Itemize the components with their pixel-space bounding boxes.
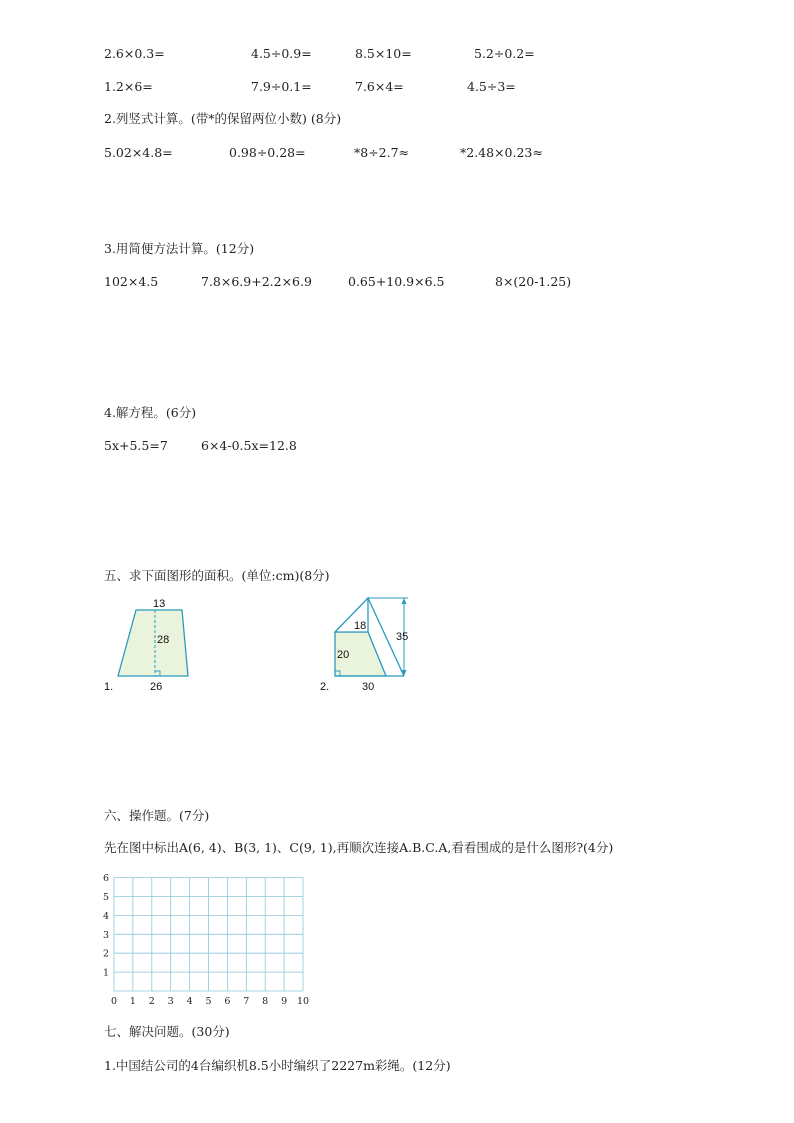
x-tick-label: 8: [262, 996, 269, 1007]
fig1-number: 1.: [104, 681, 114, 693]
q2-item-2: 0.98÷0.28=: [229, 145, 306, 160]
q4-item-2: 6×4-0.5x=12.8: [201, 438, 297, 453]
oral-r2-3: 7.6×4=: [355, 79, 404, 94]
oral-r1-3: 8.5×10=: [355, 46, 412, 61]
trapezoid-figure: [100, 594, 200, 696]
q2-item-1: 5.02×4.8=: [104, 145, 173, 160]
q3-title: 3.用简便方法计算。(12分): [104, 241, 255, 256]
fig2-number: 2.: [320, 681, 330, 693]
fig2-inner-top-label: 18: [354, 620, 367, 632]
s6-title: 六、操作题。(7分): [104, 808, 210, 823]
oral-r1-1: 2.6×0.3=: [104, 46, 165, 61]
x-tick-label: 3: [167, 996, 174, 1007]
composite-figure: [316, 592, 416, 696]
x-tick-label: 9: [281, 996, 288, 1007]
oral-r2-4: 4.5÷3=: [467, 79, 516, 94]
s7-title: 七、解决问题。(30分): [104, 1024, 230, 1039]
q2-item-4: *2.48×0.23≈: [460, 145, 543, 160]
x-tick-label: 10: [296, 996, 310, 1007]
q3-item-4: 8×(20-1.25): [495, 274, 572, 289]
q2-item-3: *8÷2.7≈: [354, 145, 410, 160]
s7-question-1: 1.中国结公司的4台编织机8.5小时编织了2227m彩绳。(12分): [104, 1058, 451, 1073]
y-tick-label: 3: [102, 929, 109, 941]
oral-r2-1: 1.2×6=: [104, 79, 153, 94]
q4-title: 4.解方程。(6分): [104, 405, 197, 420]
coordinate-grid[interactable]: [98, 872, 318, 1008]
arrow-up-icon: [402, 598, 407, 604]
x-tick-label: 5: [205, 996, 212, 1007]
fig1-top-label: 13: [153, 598, 166, 610]
q3-item-2: 7.8×6.9+2.2×6.9: [201, 274, 312, 289]
trapezoid-shape: [118, 610, 188, 676]
oral-r1-2: 4.5÷0.9=: [251, 46, 312, 61]
fig2-right-label: 35: [396, 631, 409, 643]
y-tick-label: 2: [102, 948, 109, 960]
x-tick-label: 7: [243, 996, 250, 1007]
fig1-height-label: 28: [157, 634, 170, 646]
s5-title: 五、求下面图形的面积。(单位:cm)(8分): [104, 568, 330, 583]
x-tick-label: 2: [148, 996, 155, 1007]
q2-title: 2.列竖式计算。(带*的保留两位小数) (8分): [104, 111, 342, 126]
x-tick-label: 1: [129, 996, 136, 1007]
q4-item-1: 5x+5.5=7: [104, 438, 168, 453]
s6-question: 先在图中标出A(6, 4)、B(3, 1)、C(9, 1),再顺次连接A.B.C.A,看看围成的是什么图形?(4分): [104, 840, 614, 855]
oral-r1-4: 5.2÷0.2=: [474, 46, 535, 61]
y-tick-label: 5: [102, 892, 109, 903]
y-tick-label: 1: [102, 967, 109, 979]
x-tick-label: 0: [110, 996, 118, 1007]
q3-item-1: 102×4.5: [104, 274, 159, 289]
fig2-bottom-label: 30: [362, 681, 375, 693]
q3-item-3: 0.65+10.9×6.5: [348, 274, 445, 289]
oral-r2-2: 7.9÷0.1=: [251, 79, 312, 94]
fig2-left-label: 20: [337, 649, 350, 661]
x-tick-label: 6: [224, 996, 231, 1007]
y-tick-label: 6: [102, 873, 109, 885]
x-tick-label: 4: [186, 996, 193, 1007]
fig1-bottom-label: 26: [150, 681, 163, 693]
y-tick-label: 4: [102, 910, 109, 922]
